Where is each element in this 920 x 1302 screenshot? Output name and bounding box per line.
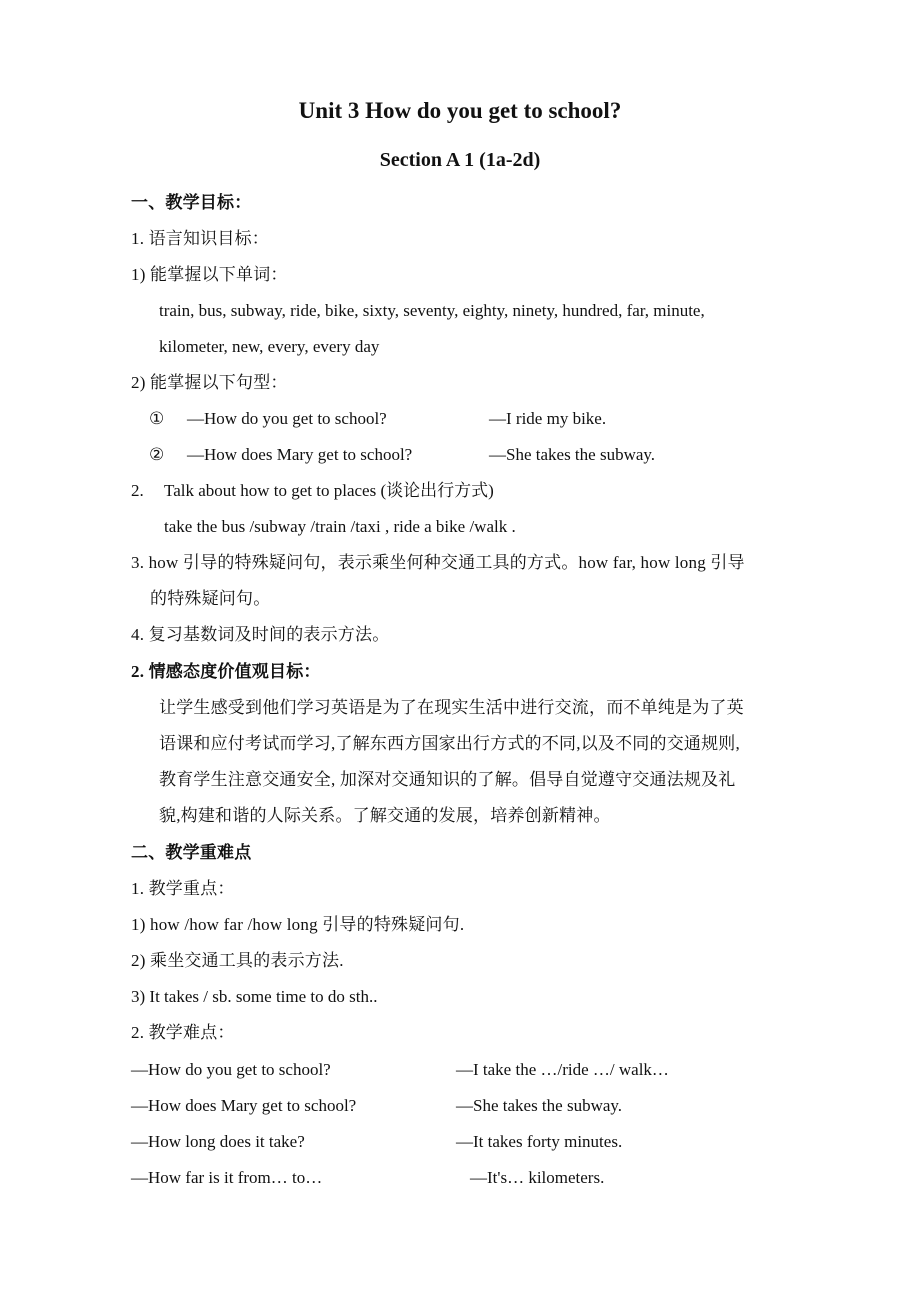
emotion-line-2: 语课和应付考试而学习,了解东西方国家出行方式的不同,以及不同的交通规则,: [159, 734, 740, 753]
objectives-heading: 一、教学目标：: [131, 193, 252, 212]
focus-item-1: 1) how /how far /how long 引导的特殊疑问句.: [131, 915, 465, 934]
sentence-1-number: ①: [149, 409, 165, 428]
dialog-question: —How do you get to school?: [131, 1060, 331, 1079]
talk-number: 2.: [131, 481, 144, 500]
dialog-answer: —I take the …/ride …/ walk…: [456, 1060, 669, 1079]
item-3-line-2: 的特殊疑问句。: [150, 589, 271, 608]
words-line-2: kilometer, new, every, every day: [159, 337, 380, 356]
emotion-line-3: 教育学生注意交通安全, 加深对交通知识的了解。倡导自觉遵守交通法规及礼: [159, 770, 736, 789]
item-3-line-1: 3. how 引导的特殊疑问句，表示乘坐何种交通工具的方式。how far, how long 引导: [131, 553, 745, 572]
focus-item-3: 3) It takes / sb. some time to do sth..: [131, 987, 378, 1006]
talk-text: Talk about how to get to places (谈论出行方式): [164, 481, 494, 500]
words-heading: 1) 能掌握以下单词：: [131, 265, 288, 284]
sentences-heading: 2) 能掌握以下句型：: [131, 373, 288, 392]
focus-heading: 1. 教学重点：: [131, 879, 235, 898]
sentence-2-question: —How does Mary get to school?: [187, 445, 413, 464]
item-4: 4. 复习基数词及时间的表示方法。: [131, 625, 390, 644]
dialog-question: —How does Mary get to school?: [131, 1096, 357, 1115]
sentence-2-number: ②: [149, 445, 165, 464]
talk-examples: take the bus /subway /train /taxi , ride a bike /walk .: [164, 517, 516, 536]
key-points-heading: 二、教学重难点: [131, 843, 252, 862]
dialog-answer: —It takes forty minutes.: [456, 1132, 623, 1151]
dialog-question: —How long does it take?: [131, 1132, 305, 1151]
page-subtitle: Section A 1 (1a-2d): [379, 149, 541, 171]
emotion-line-4: 貌,构建和谐的人际关系。了解交通的发展，培养创新精神。: [159, 806, 611, 825]
dialog-question: —How far is it from… to…: [131, 1168, 323, 1187]
dialog-answer: —She takes the subway.: [456, 1096, 623, 1115]
emotion-line-1: 让学生感受到他们学习英语是为了在现实生活中进行交流，而不单纯是为了英: [159, 698, 744, 717]
emotion-heading: 2. 情感态度价值观目标：: [131, 662, 321, 681]
words-line-1: train, bus, subway, ride, bike, sixty, seventy, eighty, ninety, hundred, far, minute,: [159, 301, 705, 320]
focus-item-2: 2) 乘坐交通工具的表示方法.: [131, 951, 344, 970]
dialog-answer: —It's… kilometers.: [470, 1168, 605, 1187]
difficult-heading: 2. 教学难点：: [131, 1023, 235, 1042]
sentence-1-question: —How do you get to school?: [187, 409, 387, 428]
sentence-1-answer: —I ride my bike.: [489, 409, 607, 428]
sentence-2-answer: —She takes the subway.: [489, 445, 656, 464]
page-title: Unit 3 How do you get to school?: [298, 98, 622, 123]
knowledge-heading: 1. 语言知识目标：: [131, 229, 269, 248]
